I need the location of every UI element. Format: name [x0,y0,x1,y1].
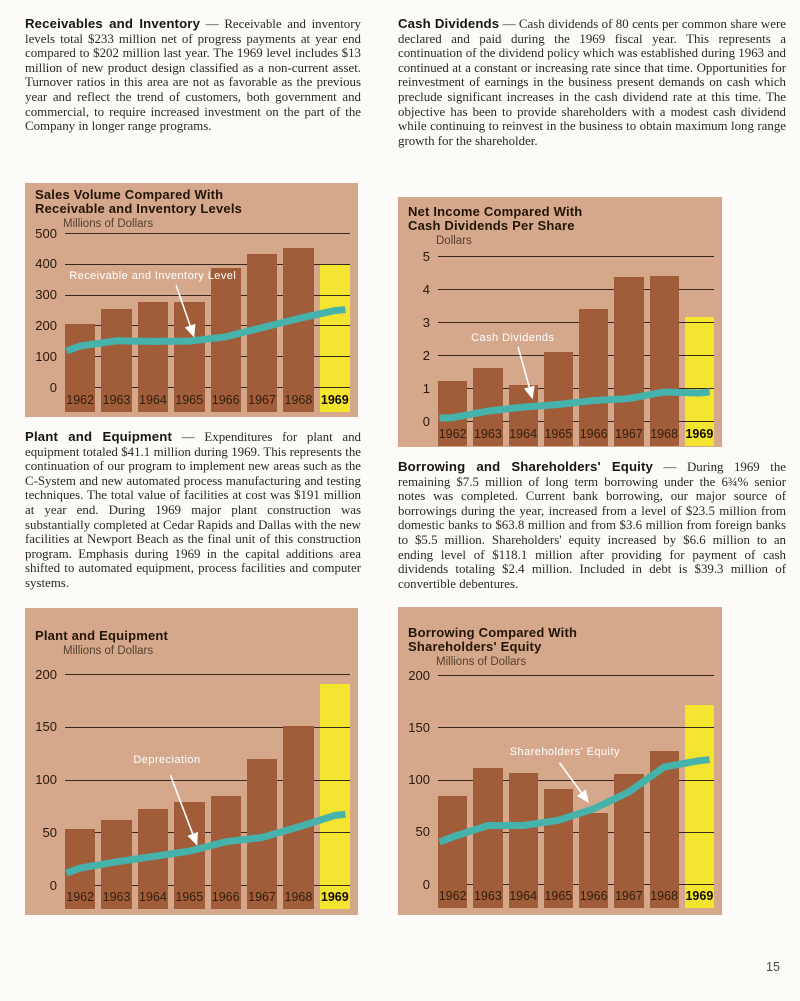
bar-column [65,233,95,412]
y-axis-label: 500 [35,225,57,241]
chart-title-line: Net Income Compared With [408,204,583,219]
y-axis-label: 50 [415,824,430,840]
bar-column [544,256,573,446]
y-axis-label: 150 [408,719,430,735]
bar-column [650,675,679,908]
chart-title-line: Sales Volume Compared With [35,187,224,202]
article-body: — Expenditures for plant and equipment totaled $41.1 million during 1969. This represents the continuation of our program to implement new areas such as the C-System and new automated process manufacturing and testing techniques. The total value of facilities at cost was $191 million at year end. During 1969 major plant construction was substantially completed at Cedar Rapids and Dallas with the new facilities at Newport Beach as the final unit of this construction program. Emphasis during 1969 in the capital additions area shifted to automated equipment, process facilities and computer systems. [25,430,361,590]
year-label: 1963 [473,427,502,441]
chart-title-line: Plant and Equipment [35,628,169,643]
bar-1967 [247,254,277,412]
y-axis-label: 0 [422,876,430,892]
y-axis-label: 200 [35,666,57,682]
year-label: 1965 [175,890,204,904]
article-body: — During 1969 the remaining $7.5 million of long term borrowing under the 6¾% senior notes was completed. Current bank borrowing, our major source of borrowings during the year, increased from a level of $23.5 million from domestic banks to $63.8 million and from $3.6 million from foreign banks to $5.5 million. Shareholders' equity increased by $6.6 million to an ending level of $118.1 million after providing for payment of cash dividends totaling $2.4 million. Included in debt is $39.3 million of convertible debentures. [398,460,786,591]
bar-column [283,233,313,412]
article-plant-equipment [25,430,361,591]
bar-column [65,674,95,909]
year-label: 1968 [650,889,679,903]
bar-column [614,256,643,446]
bar-column [438,256,467,446]
bar-group [438,256,714,446]
bar-column [211,233,241,412]
y-axis-label: 300 [35,287,57,303]
year-label: 1964 [139,890,167,904]
year-label: 1968 [284,890,313,904]
year-label: 1969 [320,890,349,904]
year-label: 1963 [102,890,131,904]
y-axis-label: 5 [422,248,430,264]
bar-column [320,233,350,412]
y-axis-label: 0 [422,413,430,429]
bar-column [174,674,204,909]
y-axis-label: 150 [35,719,57,735]
gridline [438,675,714,676]
bar-1967 [247,759,277,909]
gridline [438,727,714,728]
chart-title-line: Cash Dividends Per Share [408,218,575,233]
paragraph [25,17,361,134]
year-label: 1963 [102,393,131,407]
line-annotation-label: Shareholders' Equity [509,746,620,759]
year-label: 1963 [473,889,502,903]
y-axis-label: 4 [422,281,430,297]
bar-column [438,675,467,908]
bar-1966 [211,268,241,412]
bar-column [579,675,608,908]
y-axis-label: 2 [422,347,430,363]
bar-column [247,674,277,909]
gridline [65,674,350,675]
article-heading: Receivables and Inventory [25,16,201,31]
bar-column [138,674,168,909]
year-label: 1967 [248,890,276,904]
chart-title-line: Borrowing Compared With [408,625,578,640]
bar-column [320,674,350,909]
y-axis-label: 100 [408,772,430,787]
year-label: 1964 [509,427,538,441]
chart-sales-volume-panel [25,183,358,417]
bar-column [473,675,502,908]
year-label: 1968 [650,427,679,441]
y-axis-label: 3 [422,314,430,330]
line-annotation-label: Receivable and Inventory Level [69,269,237,282]
paragraph [398,460,786,591]
bar-column [685,256,714,446]
year-label: 1966 [579,427,608,441]
bar-column [247,233,277,412]
chart-header [398,607,722,668]
gridline [438,256,714,257]
year-label: 1969 [320,393,349,407]
bar-1964 [509,773,538,908]
year-label: 1962 [438,427,467,441]
year-label: 1967 [614,427,643,441]
article-heading: Plant and Equipment [25,429,173,444]
line-annotation-label: Cash Dividends [471,331,555,344]
year-label: 1962 [438,889,467,903]
bar-1968 [283,248,313,412]
year-label: 1965 [544,427,573,441]
bar-group [65,233,350,412]
chart-header [25,608,358,657]
page-number: 15 [766,960,780,974]
bar-1968 [650,751,679,908]
chart-title-line: Receivable and Inventory Levels [35,201,243,216]
bar-1969 [320,684,350,910]
year-label: 1962 [66,393,95,407]
bar-1963 [473,768,502,908]
bar-column [544,675,573,908]
chart-header [398,197,722,247]
bar-column [685,675,714,908]
article-receivables-inventory [25,17,361,134]
article-body: — Cash dividends of 80 cents per common share were declared and paid during the 1969 fiscal year. This represents a continuation of the dividend policy which was established during 1963 and continued at a constant or increasing rate since that time. Opportunities for reinvestment of earnings in the business present demands on cash which preclude significant increases in the cash dividend rate at this time. The objective has been to provide shareholders with a modest cash dividend while continuing to reinvest in the business to obtain maximum long range growth for the shareholder. [398,17,786,148]
chart-net-income-panel [398,197,722,447]
paragraph [25,430,361,591]
bar-1969 [320,264,350,412]
year-label: 1962 [66,890,95,904]
bar-group [65,674,350,909]
bar-column [138,233,168,412]
chart-plot-area [398,248,722,446]
chart-unit-label: Millions of Dollars [63,218,154,230]
y-axis-label: 0 [49,877,57,893]
bar-group [438,675,714,908]
bar-column [509,256,538,446]
y-axis-label: 0 [49,379,57,395]
bar-column [509,675,538,908]
bar-column [174,233,204,412]
chart-plot-area [25,666,358,909]
y-axis-label: 50 [42,824,57,840]
gridline [65,233,350,234]
chart-title-line: Shareholders' Equity [408,639,542,654]
bar-1967 [614,277,643,446]
chart-unit-label: Millions of Dollars [63,645,154,657]
article-heading: Cash Dividends [398,16,500,31]
year-label: 1969 [685,427,714,441]
chart-unit-label: Dollars [436,235,472,247]
bar-1968 [650,276,679,446]
y-axis-label: 200 [35,317,57,333]
article-cash-dividends [398,17,786,148]
bar-1968 [283,726,313,909]
year-label: 1965 [544,889,573,903]
bar-column [101,674,131,909]
chart-plot-area [25,225,358,412]
y-axis-label: 100 [35,772,57,787]
bar-column [650,256,679,446]
chart-plant-equipment-panel [25,608,358,915]
paragraph [398,17,786,148]
year-label: 1964 [509,889,538,903]
year-label: 1964 [139,393,167,407]
bar-column [211,674,241,909]
chart-plot-area [398,667,722,908]
year-label: 1967 [248,393,276,407]
bar-column [101,233,131,412]
year-label: 1965 [175,393,204,407]
y-axis-label: 100 [35,348,57,364]
bar-column [473,256,502,446]
article-heading: Borrowing and Shareholders' Equity [398,459,654,474]
bar-column [614,675,643,908]
bar-1966 [579,309,608,446]
chart-header [25,183,358,230]
year-label: 1969 [685,889,714,903]
article-borrowing-equity [398,460,786,591]
article-body: — Receivable and inventory levels total $233 million net of progress payments at year end compared to $202 million last year. The 1969 level includes $13 million of new product design classified as a non-current asset. Turnover ratios in this area are not as favorable as the previous year and reflect the trend of customers, both government and commercial, to require increased investment on the part of the Company in longer range programs. [25,17,361,134]
y-axis-label: 200 [408,667,430,683]
year-label: 1967 [614,889,643,903]
y-axis-label: 400 [35,256,57,272]
bar-1967 [614,774,643,908]
year-label: 1966 [211,890,240,904]
year-label: 1966 [579,889,608,903]
bar-column [283,674,313,909]
chart-unit-label: Millions of Dollars [436,656,527,668]
year-label: 1968 [284,393,313,407]
chart-borrowing-equity-panel [398,607,722,915]
bar-column [579,256,608,446]
bar-1969 [685,705,714,908]
y-axis-label: 1 [422,380,430,396]
line-annotation-label: Depreciation [133,754,201,767]
year-label: 1966 [211,393,240,407]
